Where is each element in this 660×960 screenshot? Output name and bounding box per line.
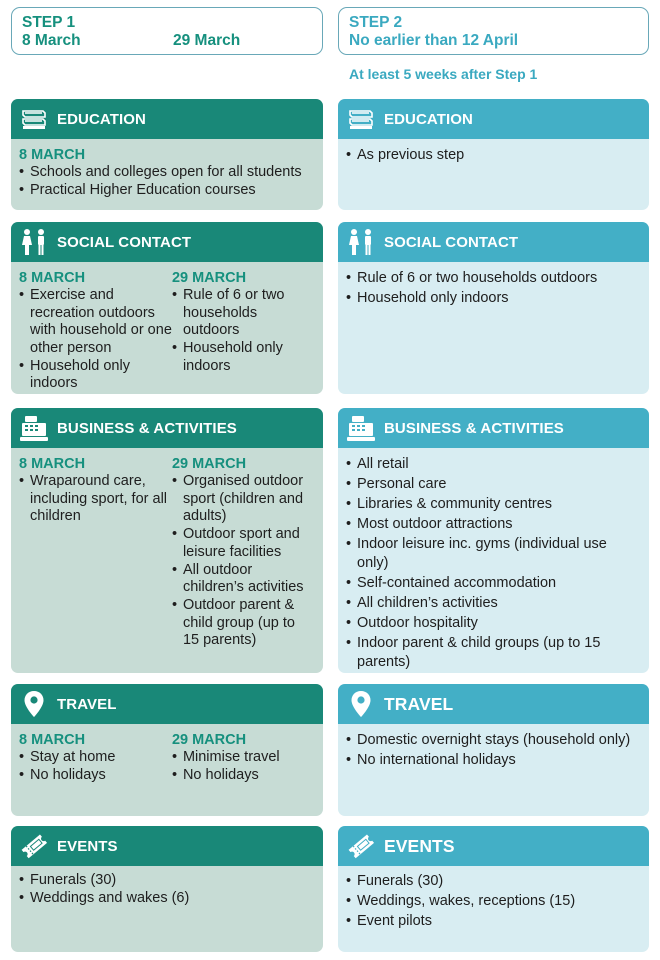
list-item: • No holidays xyxy=(172,767,315,785)
list-item: • Organised outdoor sport (children and adults) xyxy=(172,473,315,526)
business-step1-header xyxy=(11,408,323,448)
step2-note: At least 5 weeks after Step 1 xyxy=(349,66,538,82)
list-item: • Personal care xyxy=(346,475,641,494)
social-step2-list xyxy=(346,269,641,308)
list-item: • Outdoor hospitality xyxy=(346,614,641,633)
business-step1-panel xyxy=(11,408,323,673)
travel-step1-title: TRAVEL xyxy=(57,695,117,713)
step1-title: STEP 1 xyxy=(22,14,76,31)
travel-step1-heading-a: 8 MARCH xyxy=(19,732,86,748)
list-item: • Schools and colleges open for all students xyxy=(19,164,315,182)
business-step2-title: BUSINESS & ACTIVITIES xyxy=(384,419,564,437)
education-step1-title: EDUCATION xyxy=(57,110,146,128)
social-step2-title: SOCIAL CONTACT xyxy=(384,233,519,251)
list-item: • As previous step xyxy=(346,146,641,165)
social-step2-panel xyxy=(338,222,649,394)
step2-date: No earlier than 12 April xyxy=(349,32,519,49)
step1-date-2: 29 March xyxy=(173,32,241,49)
list-item: • Wraparound care, including sport, for all children xyxy=(19,473,172,526)
education-step1-heading: 8 MARCH xyxy=(19,147,86,163)
list-item: • All retail xyxy=(346,455,641,474)
list-item: • Weddings, wakes, receptions (15) xyxy=(346,892,641,911)
list-item: • Indoor parent & child groups (up to 15 parents) xyxy=(346,634,641,673)
step1-header xyxy=(11,7,323,55)
business-step1-heading-a: 8 MARCH xyxy=(19,456,86,472)
list-item: • Weddings and wakes (6) xyxy=(19,890,315,908)
travel-step2-panel xyxy=(338,684,649,816)
events-step2-panel xyxy=(338,826,649,952)
location-pin-icon xyxy=(19,690,49,718)
travel-step2-header xyxy=(338,684,649,724)
ticket-icon xyxy=(346,832,376,860)
education-step2-title: EDUCATION xyxy=(384,110,473,128)
list-item: • Outdoor sport and leisure facilities xyxy=(172,526,315,561)
business-step1-heading-b: 29 MARCH xyxy=(171,456,247,472)
list-item: • Minimise travel xyxy=(172,749,315,767)
education-step1-list xyxy=(19,164,315,200)
list-item: • No international holidays xyxy=(346,751,641,770)
list-item: • Indoor leisure inc. gyms (individual use only) xyxy=(346,535,641,574)
books-icon xyxy=(346,105,376,133)
business-step2-panel xyxy=(338,408,649,673)
list-item: • Stay at home xyxy=(19,749,172,767)
travel-step1-panel xyxy=(11,684,323,816)
step1-date-1: 8 March xyxy=(22,32,81,49)
events-step2-title: EVENTS xyxy=(384,835,455,856)
education-step2-header xyxy=(338,99,649,139)
travel-step1-heading-b: 29 MARCH xyxy=(171,732,247,748)
people-icon xyxy=(346,228,376,256)
business-step1-list-b xyxy=(172,473,315,650)
list-item: • Event pilots xyxy=(346,912,641,931)
list-item: • All outdoor children’s activities xyxy=(172,562,315,597)
education-step1-header xyxy=(11,99,323,139)
travel-step1-header xyxy=(11,684,323,724)
ticket-icon xyxy=(19,832,49,860)
social-step1-panel xyxy=(11,222,323,394)
list-item: • Practical Higher Education courses xyxy=(19,182,315,200)
list-item: • Funerals (30) xyxy=(19,872,315,890)
events-step1-panel xyxy=(11,826,323,952)
business-step2-header xyxy=(338,408,649,448)
travel-step1-list-b xyxy=(172,749,315,785)
list-item: • Exercise and recreation outdoors with household or one other person xyxy=(19,287,172,357)
list-item: • All children’s activities xyxy=(346,594,641,613)
business-step1-title: BUSINESS & ACTIVITIES xyxy=(57,419,237,437)
business-step1-list-a xyxy=(19,473,172,526)
education-step2-list xyxy=(346,146,641,165)
social-step2-header xyxy=(338,222,649,262)
step2-header xyxy=(338,7,649,55)
list-item: • Most outdoor attractions xyxy=(346,515,641,534)
list-item: • Household only indoors xyxy=(346,289,641,308)
social-step1-heading-b: 29 MARCH xyxy=(171,270,247,286)
list-item: • No holidays xyxy=(19,767,172,785)
cash-register-icon xyxy=(346,414,376,442)
people-icon xyxy=(19,228,49,256)
list-item: • Rule of 6 or two households outdoors xyxy=(172,287,315,340)
location-pin-icon xyxy=(346,690,376,718)
events-step1-title: EVENTS xyxy=(57,837,118,855)
events-step1-header xyxy=(11,826,323,866)
step2-title: STEP 2 xyxy=(349,14,403,31)
travel-step1-list-a xyxy=(19,749,172,785)
social-step1-list-a xyxy=(19,287,172,393)
education-step2-panel xyxy=(338,99,649,210)
events-step1-list xyxy=(19,872,315,908)
events-step2-list xyxy=(346,872,641,931)
list-item: • Domestic overnight stays (household only) xyxy=(346,731,641,750)
social-step1-heading-a: 8 MARCH xyxy=(19,270,86,286)
cash-register-icon xyxy=(19,414,49,442)
social-step1-header xyxy=(11,222,323,262)
travel-step2-list xyxy=(346,731,641,770)
travel-step2-title: TRAVEL xyxy=(384,693,454,714)
list-item: • Outdoor parent & child group (up to 15 parents) xyxy=(172,597,315,650)
books-icon xyxy=(19,105,49,133)
education-step1-panel xyxy=(11,99,323,210)
social-step1-list-b xyxy=(172,287,315,375)
list-item: • Funerals (30) xyxy=(346,872,641,891)
business-step2-list xyxy=(346,455,641,672)
events-step2-header xyxy=(338,826,649,866)
list-item: • Libraries & community centres xyxy=(346,495,641,514)
social-step1-title: SOCIAL CONTACT xyxy=(57,233,192,251)
list-item: • Self-contained accommodation xyxy=(346,574,641,593)
list-item: • Household only indoors xyxy=(172,340,315,375)
list-item: • Rule of 6 or two households outdoors xyxy=(346,269,641,288)
list-item: • Household only indoors xyxy=(19,358,172,393)
